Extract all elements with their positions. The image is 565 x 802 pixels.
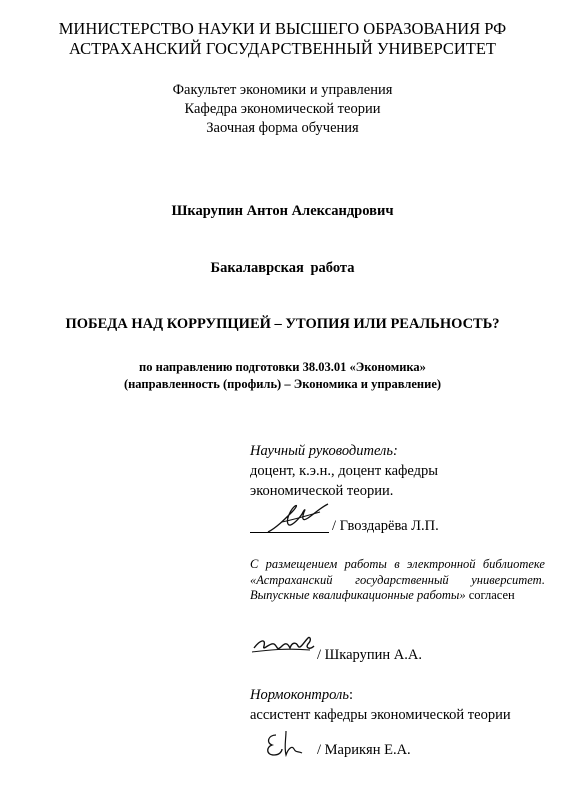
student-signature bbox=[250, 628, 320, 660]
direction-line-2: (направленность (профиль) – Экономика и управление) bbox=[123, 377, 442, 391]
norm-control-label-text: Нормоконтроль bbox=[250, 687, 349, 703]
thesis-title: ПОБЕДА НАД КОРРУПЦИЕЙ – УТОПИЯ ИЛИ РЕАЛЬНОСТЬ? bbox=[65, 316, 500, 332]
direction-line-1: по направлению подготовки 38.03.01 «Экономика» bbox=[139, 360, 426, 374]
study-form: Заочная форма обучения bbox=[206, 120, 359, 136]
ministry-name: МИНИСТЕРСТВО НАУКИ И ВЫСШЕГО ОБРАЗОВАНИЯ РФ bbox=[58, 19, 507, 38]
supervisor-position-line-2: экономической теории. bbox=[250, 483, 394, 499]
author-name: Шкарупин Антон Александрович bbox=[171, 203, 394, 219]
work-type: Бакалаврская работа bbox=[210, 260, 355, 276]
university-name: АСТРАХАНСКИЙ ГОСУДАРСТВЕННЫЙ УНИВЕРСИТЕТ bbox=[68, 39, 497, 58]
norm-control-signature bbox=[262, 727, 312, 759]
consent-agreed: согласен bbox=[465, 588, 515, 602]
norm-control-colon: : bbox=[348, 687, 353, 703]
student-name: / Шкарупин А.А. bbox=[317, 647, 422, 663]
norm-control-position: ассистент кафедры экономической теории bbox=[250, 707, 511, 723]
norm-control-label bbox=[250, 687, 545, 704]
norm-control-name: / Марикян Е.А. bbox=[317, 742, 411, 758]
supervisor-name: / Гвоздарёва Л.П. bbox=[332, 518, 439, 534]
supervisor-signature bbox=[262, 498, 342, 538]
supervisor-position-line-1: доцент, к.э.н., доцент кафедры bbox=[250, 463, 439, 479]
consent-text-italic: С размещением работы в электронной библиотеке «Астраханский государственный университет. Выпускные квалификационные работы» bbox=[250, 557, 545, 602]
faculty-name: Факультет экономики и управления bbox=[172, 82, 393, 98]
consent-text bbox=[250, 557, 545, 604]
department-name: Кафедра экономической теории bbox=[184, 101, 381, 117]
supervisor-label: Научный руководитель: bbox=[250, 443, 398, 459]
